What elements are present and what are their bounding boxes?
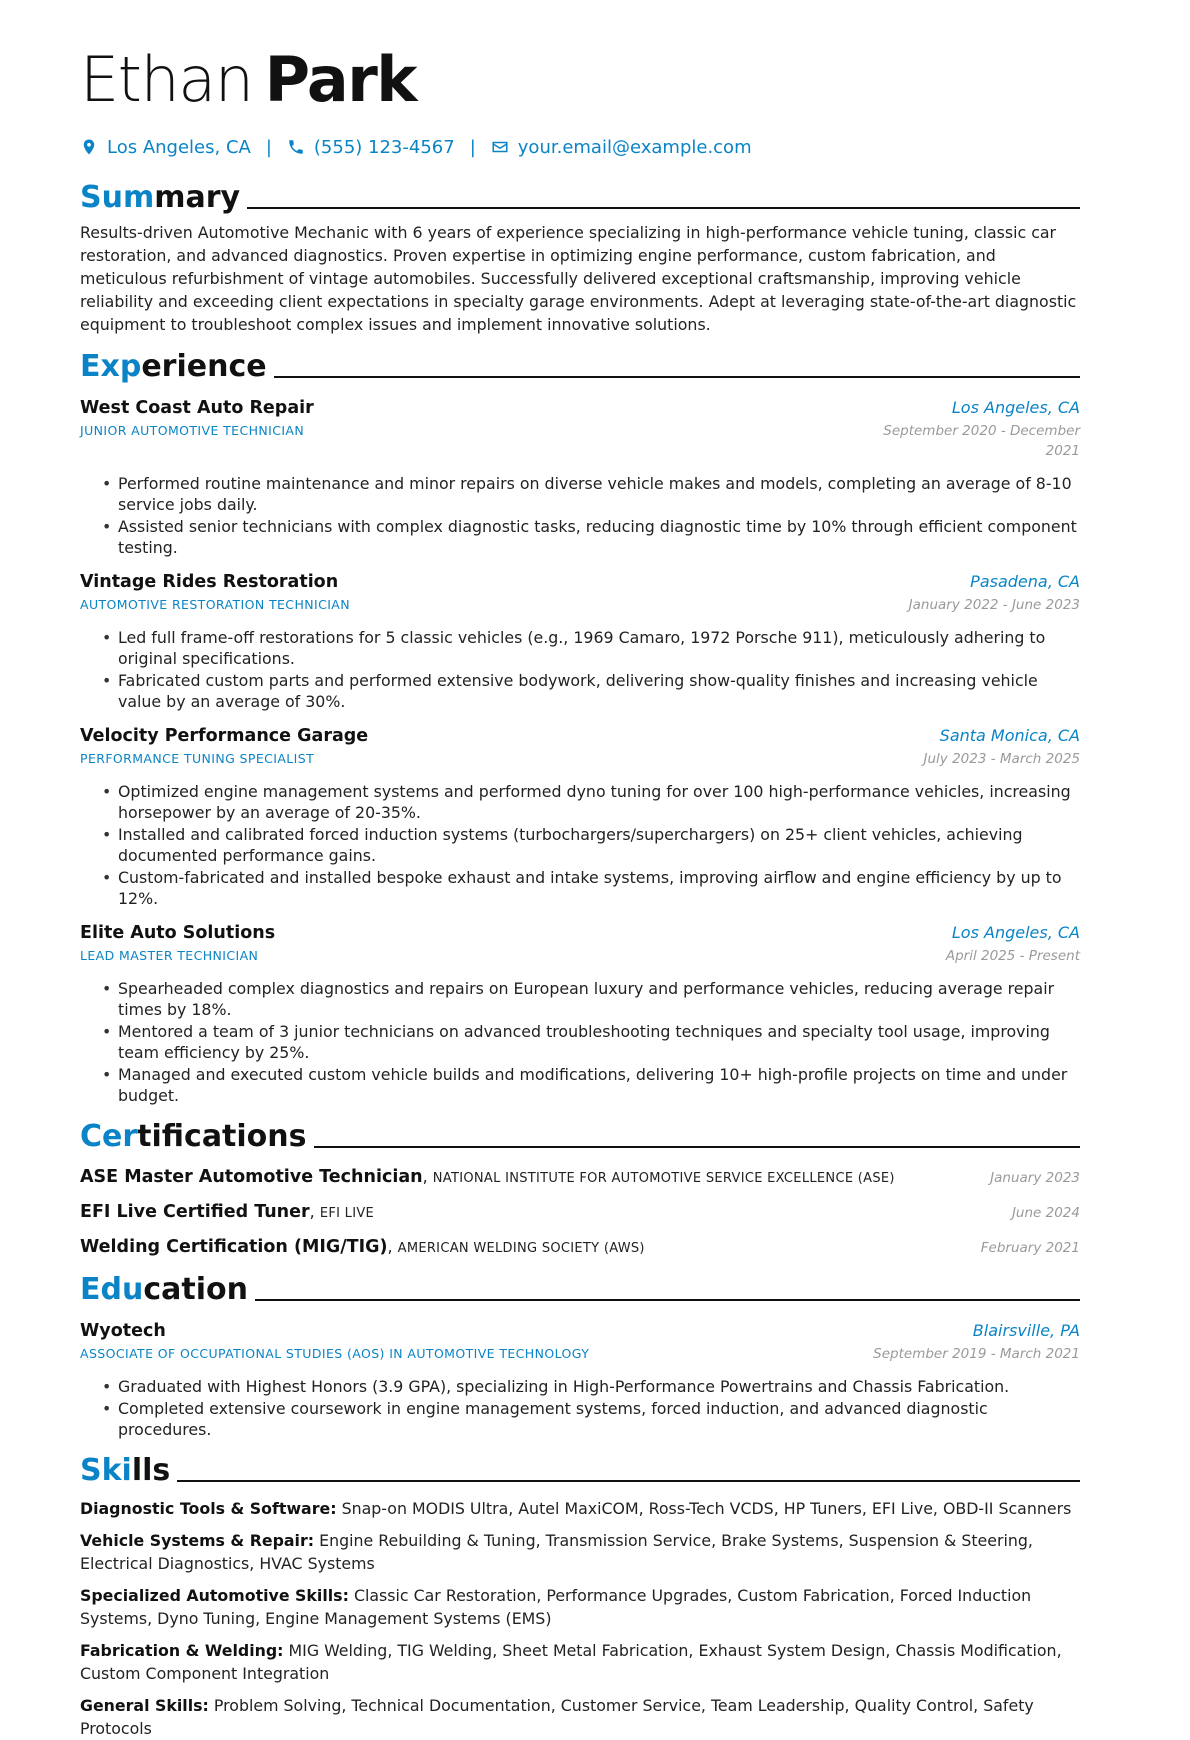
skill-list: Problem Solving, Technical Documentation, Customer Service, Team Leadership, Quality Control, Safety Protocols xyxy=(80,1696,1034,1738)
bullet-list xyxy=(80,1376,1080,1440)
section-title-accent: Exp xyxy=(80,349,142,384)
skill-list: Snap-on MODIS Ultra, Autel MaxiCOM, Ross-Tech VCDS, HP Tuners, EFI Live, OBD-II Scanners xyxy=(341,1499,1072,1518)
bullet-item: • Custom-fabricated and installed bespoke exhaust and intake systems, improving airflow and engine efficiency by up to 12%. xyxy=(118,867,1080,909)
job-dates: July 2023 - March 2025 xyxy=(923,751,1080,767)
map-pin-icon xyxy=(80,138,98,156)
section-title xyxy=(80,350,267,384)
bullet-item: • Mentored a team of 3 junior technicians on advanced troubleshooting techniques and specialty tool usage, improving team efficiency by 25%. xyxy=(118,1021,1080,1063)
bullet-list xyxy=(80,473,1080,558)
education-entry xyxy=(80,1319,1080,1440)
section-divider xyxy=(274,376,1080,378)
bullet-item: • Assisted senior technicians with complex diagnostic tasks, reducing diagnostic time by 10% through efficient component testing. xyxy=(118,516,1080,558)
bullet-item: • Performed routine maintenance and minor repairs on diverse vehicle makes and models, completing an average of 8-10 service jobs daily. xyxy=(118,473,1080,515)
company-name: West Coast Auto Repair xyxy=(80,398,314,418)
cert-date: June 2024 xyxy=(1011,1205,1080,1221)
cert-name: Welding Certification (MIG/TIG) xyxy=(80,1237,388,1257)
section-title xyxy=(80,181,240,215)
section-title xyxy=(80,1120,307,1154)
job-dates: September 2020 - December 2021 xyxy=(883,423,1080,459)
certifications-heading xyxy=(80,1112,1080,1154)
summary-heading xyxy=(80,173,1080,215)
section-title-accent: Edu xyxy=(80,1272,144,1307)
job-location: Pasadena, CA xyxy=(970,572,1080,591)
contact-separator: | xyxy=(265,136,272,158)
section-divider xyxy=(247,207,1080,209)
job-dates: January 2022 - June 2023 xyxy=(908,597,1080,613)
section-divider xyxy=(314,1146,1080,1148)
location-text: Los Angeles, CA xyxy=(107,136,251,158)
experience-entry xyxy=(80,724,1080,909)
job-title: PERFORMANCE TUNING SPECIALIST xyxy=(80,751,315,766)
section-title xyxy=(80,1454,170,1488)
experience-heading xyxy=(80,342,1080,384)
bullet-list xyxy=(80,627,1080,712)
last-name: Park xyxy=(264,43,416,116)
skill-list: Classic Car Restoration, Performance Upgrades, Custom Fabrication, Forced Induction Systems, Dyno Tuning, Engine Management Systems (EMS) xyxy=(80,1586,1032,1628)
skill-label: General Skills: xyxy=(80,1696,209,1715)
bullet-item: • Graduated with Highest Honors (3.9 GPA), specializing in High-Performance Powertrains and Chassis Fabrication. xyxy=(118,1376,1080,1397)
cert-issuer: AMERICAN WELDING SOCIETY (AWS) xyxy=(397,1241,645,1256)
cert-issuer: EFI LIVE xyxy=(319,1206,375,1221)
bullet-item: • Optimized engine management systems and performed dyno tuning for over 100 high-performance vehicles, increasing horsepower by an average of 20-35%. xyxy=(118,781,1080,823)
experience-entry xyxy=(80,570,1080,712)
bullet-item: • Led full frame-off restorations for 5 classic vehicles (e.g., 1969 Camaro, 1972 Porsche 911), meticulously adhering to original specifications. xyxy=(118,627,1080,669)
company-name: Velocity Performance Garage xyxy=(80,726,369,746)
company-name: Vintage Rides Restoration xyxy=(80,572,339,592)
certification-item: ASE Master Automotive Technician, NATIONAL INSTITUTE FOR AUTOMOTIVE SERVICE EXCELLENCE (ASE) January 2023 xyxy=(80,1167,1080,1187)
section-title-accent: Ski xyxy=(80,1453,132,1488)
section-divider xyxy=(177,1480,1080,1482)
cert-date: February 2021 xyxy=(980,1240,1080,1256)
cert-issuer: NATIONAL INSTITUTE FOR AUTOMOTIVE SERVICE EXCELLENCE (ASE) xyxy=(432,1171,895,1186)
school-name: Wyotech xyxy=(80,1321,166,1341)
bullet-list xyxy=(80,978,1080,1106)
skill-label: Vehicle Systems & Repair: xyxy=(80,1531,315,1550)
skill-group xyxy=(80,1497,1080,1520)
section-title-rest: erience xyxy=(141,349,267,384)
bullet-item: • Managed and executed custom vehicle builds and modifications, delivering 10+ high-profile projects on time and under budget. xyxy=(118,1064,1080,1106)
phone-icon xyxy=(287,138,305,156)
skill-label: Fabrication & Welding: xyxy=(80,1641,284,1660)
school-location: Blairsville, PA xyxy=(972,1321,1080,1340)
first-name: Ethan xyxy=(80,43,253,116)
section-divider xyxy=(255,1299,1080,1301)
skill-group xyxy=(80,1584,1080,1630)
bullet-item: • Spearheaded complex diagnostics and repairs on European luxury and performance vehicles, reducing average repair times by 18%. xyxy=(118,978,1080,1020)
certification-item: EFI Live Certified Tuner, EFI LIVE June 2024 xyxy=(80,1202,1080,1222)
job-dates: April 2025 - Present xyxy=(945,948,1080,964)
job-title: JUNIOR AUTOMOTIVE TECHNICIAN xyxy=(80,423,305,438)
education-heading xyxy=(80,1265,1080,1307)
section-title-accent: Sum xyxy=(80,180,155,215)
experience-entry xyxy=(80,921,1080,1106)
skill-group xyxy=(80,1529,1080,1575)
certification-item: Welding Certification (MIG/TIG), AMERICAN WELDING SOCIETY (AWS) February 2021 xyxy=(80,1237,1080,1257)
section-title-accent: Cer xyxy=(80,1119,138,1154)
contact-email[interactable] xyxy=(491,137,752,158)
skill-label: Specialized Automotive Skills: xyxy=(80,1586,349,1605)
summary-text: Results-driven Automotive Mechanic with 6 years of experience specializing in high-performance vehicle tuning, classic car restoration, and advanced diagnostics. Proven expertise in optimizing engine performance, custom fabrication, and meticulous refurbishment of vintage automobiles. Successfully delivered exceptional craftsmanship, improving vehicle reliability and exceeding client expectations in specialty garage environments. Adept at leveraging state-of-the-art diagnostic equipment to troubleshoot complex issues and implement innovative solutions. xyxy=(80,223,1077,334)
job-location: Los Angeles, CA xyxy=(951,923,1080,942)
cert-name: EFI Live Certified Tuner xyxy=(80,1202,310,1222)
job-location: Los Angeles, CA xyxy=(951,398,1080,417)
experience-entry xyxy=(80,396,1080,558)
section-title-rest: tifications xyxy=(137,1119,307,1154)
section-title-rest: lls xyxy=(131,1453,171,1488)
bullet-item: • Fabricated custom parts and performed extensive bodywork, delivering show-quality finishes and increasing vehicle value by an average of 30%. xyxy=(118,670,1080,712)
skills-heading xyxy=(80,1446,1080,1488)
bullet-list xyxy=(80,781,1080,909)
skill-list: MIG Welding, TIG Welding, Sheet Metal Fabrication, Exhaust System Design, Chassis Modification, Custom Component Integration xyxy=(80,1641,1062,1683)
cert-date: January 2023 xyxy=(990,1170,1080,1186)
bullet-item: • Completed extensive coursework in engine management systems, forced induction, and advanced diagnostic procedures. xyxy=(118,1398,1080,1440)
skill-group xyxy=(80,1639,1080,1685)
section-title-rest: mary xyxy=(154,180,241,215)
email-text: your.email@example.com xyxy=(517,136,752,158)
section-title xyxy=(80,1273,248,1307)
degree-title: ASSOCIATE OF OCCUPATIONAL STUDIES (AOS) IN AUTOMOTIVE TECHNOLOGY xyxy=(80,1346,590,1361)
envelope-icon xyxy=(491,138,509,156)
bullet-item: • Installed and calibrated forced induction systems (turbochargers/superchargers) on 25+ client vehicles, achieving documented performance gains. xyxy=(118,824,1080,866)
skill-label: Diagnostic Tools & Software: xyxy=(80,1499,337,1518)
section-title-rest: cation xyxy=(143,1272,248,1307)
cert-name: ASE Master Automotive Technician xyxy=(80,1167,423,1187)
skill-group xyxy=(80,1694,1080,1740)
phone-text: (555) 123-4567 xyxy=(313,136,455,158)
job-title: AUTOMOTIVE RESTORATION TECHNICIAN xyxy=(80,597,350,612)
job-title: LEAD MASTER TECHNICIAN xyxy=(80,948,259,963)
contact-separator: | xyxy=(469,136,476,158)
contact-bar xyxy=(80,127,1080,167)
contact-location xyxy=(80,137,251,158)
company-name: Elite Auto Solutions xyxy=(80,923,276,943)
job-location: Santa Monica, CA xyxy=(939,726,1080,745)
school-dates: September 2019 - March 2021 xyxy=(873,1346,1080,1362)
candidate-name xyxy=(80,38,1080,122)
skill-list: Engine Rebuilding & Tuning, Transmission Service, Brake Systems, Suspension & Steering, Electrical Diagnostics, HVAC Systems xyxy=(80,1531,1033,1573)
contact-phone[interactable] xyxy=(287,137,455,158)
